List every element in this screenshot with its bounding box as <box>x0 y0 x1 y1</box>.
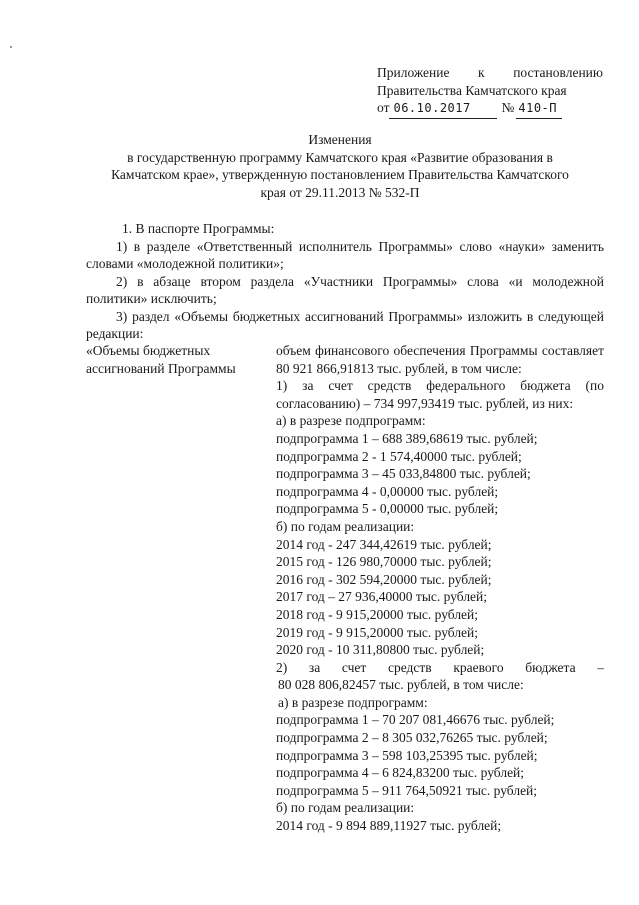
title-line3: Камчатском крае», утвержденную постановлением Правительства Камчатского <box>111 167 569 182</box>
federal-subprogram-5: подпрограмма 5 - 0,00000 тыс. рублей; <box>276 501 499 517</box>
regional-years-heading: б) по годам реализации: <box>276 800 415 816</box>
appendix-date: 06.10.2017 <box>389 100 497 119</box>
regional-subprogram-4: подпрограмма 4 – 6 824,83200 тыс. рублей; <box>276 765 525 781</box>
federal-subprogram-2: подпрограмма 2 - 1 574,40000 тыс. рублей; <box>276 448 522 464</box>
federal-year-2018: 2018 год - 9 915,20000 тыс. рублей; <box>276 606 479 622</box>
paragraph-1: 1. В паспорте Программы: <box>122 221 275 236</box>
regional-subprogram-5: подпрограмма 5 – 911 764,50921 тыс. рублей; <box>276 782 538 798</box>
regional-year-2014: 2014 год - 9 894 889,11927 тыс. рублей; <box>276 818 502 834</box>
appendix-from-label: от <box>377 100 390 115</box>
appendix-line1 <box>377 64 603 82</box>
appendix-word-2: к <box>478 65 485 80</box>
federal-budget: 1) за счет средств федерального бюджета (по согласованию) – 734 997,93419 тыс. рублей, из них: <box>276 378 604 411</box>
table-right-column <box>276 342 604 835</box>
regional-budget-line1 <box>276 659 604 677</box>
federal-year-2017: 2017 год – 27 936,40000 тыс. рублей; <box>276 589 488 605</box>
federal-subprogram-3: подпрограмма 3 – 45 033,84800 тыс. рублей; <box>276 466 531 482</box>
regional-word-6: бюджета <box>525 659 576 675</box>
appendix-word-1: Приложение <box>377 65 450 80</box>
regional-word-2: за <box>308 659 321 675</box>
regional-subprogram-3: подпрограмма 3 – 598 103,25395 тыс. рублей; <box>276 747 538 763</box>
regional-word-1: 2) <box>276 659 288 675</box>
table-left-column <box>86 342 276 835</box>
table-left-line1: «Объемы бюджетных <box>86 343 211 358</box>
regional-budget-line2: 80 028 806,82457 тыс. рублей, в том числе: <box>278 677 524 693</box>
paragraph-3: 2) в абзаце втором раздела «Участники Программы» слова «и молодежной политики» исключить; <box>86 273 604 306</box>
federal-subprograms-heading: а) в разрезе подпрограмм: <box>276 413 426 429</box>
title-heading: Изменения <box>308 132 372 147</box>
budget-table <box>86 342 604 835</box>
regional-word-3: счет <box>341 659 367 675</box>
title-line4: края от 29.11.2013 № 532-П <box>260 184 420 200</box>
federal-year-2019: 2019 год - 9 915,20000 тыс. рублей; <box>276 624 479 640</box>
document-body <box>86 220 604 343</box>
appendix-number-label: № <box>501 100 515 115</box>
scan-speck <box>10 46 12 48</box>
federal-year-2014: 2014 год - 247 344,42619 тыс. рублей; <box>276 536 492 552</box>
regional-subprogram-2: подпрограмма 2 – 8 305 032,76265 тыс. рублей; <box>276 730 548 746</box>
regional-word-4: средств <box>387 659 432 675</box>
federal-year-2020: 2020 год - 10 311,80800 тыс. рублей; <box>276 642 485 658</box>
federal-subprogram-1: подпрограмма 1 – 688 389,68619 тыс. рублей; <box>276 430 538 446</box>
federal-year-2016: 2016 год - 302 594,20000 тыс. рублей; <box>276 571 492 587</box>
paragraph-2: 1) в разделе «Ответственный исполнитель Программы» слово «науки» заменить словами «молодежной политики»; <box>86 238 604 271</box>
federal-subprogram-4: подпрограмма 4 - 0,00000 тыс. рублей; <box>276 483 499 499</box>
title-line2: в государственную программу Камчатского края «Развитие образования в <box>127 149 553 165</box>
appendix-block <box>377 64 603 119</box>
appendix-line2: Правительства Камчатского края <box>377 82 567 98</box>
appendix-line3 <box>377 99 603 119</box>
regional-word-5: краевого <box>453 659 504 675</box>
document-title <box>90 131 590 201</box>
appendix-word-3: постановлению <box>513 65 603 80</box>
funding-intro: объем финансового обеспечения Программы составляет 80 921 866,91813 тыс. рублей, в том числе: <box>276 343 604 376</box>
appendix-number: 410-П <box>516 100 562 119</box>
federal-years-heading: б) по годам реализации: <box>276 518 415 534</box>
regional-subprograms-heading: а) в разрезе подпрограмм: <box>278 694 428 710</box>
regional-subprogram-1: подпрограмма 1 – 70 207 081,46676 тыс. рублей; <box>276 712 555 728</box>
table-left-line2: ассигнований Программы <box>86 360 236 376</box>
paragraph-4: 3) раздел «Объемы бюджетных ассигнований Программы» изложить в следующей редакции: <box>86 308 604 341</box>
regional-word-7: – <box>597 659 604 675</box>
federal-year-2015: 2015 год - 126 980,70000 тыс. рублей; <box>276 554 492 570</box>
